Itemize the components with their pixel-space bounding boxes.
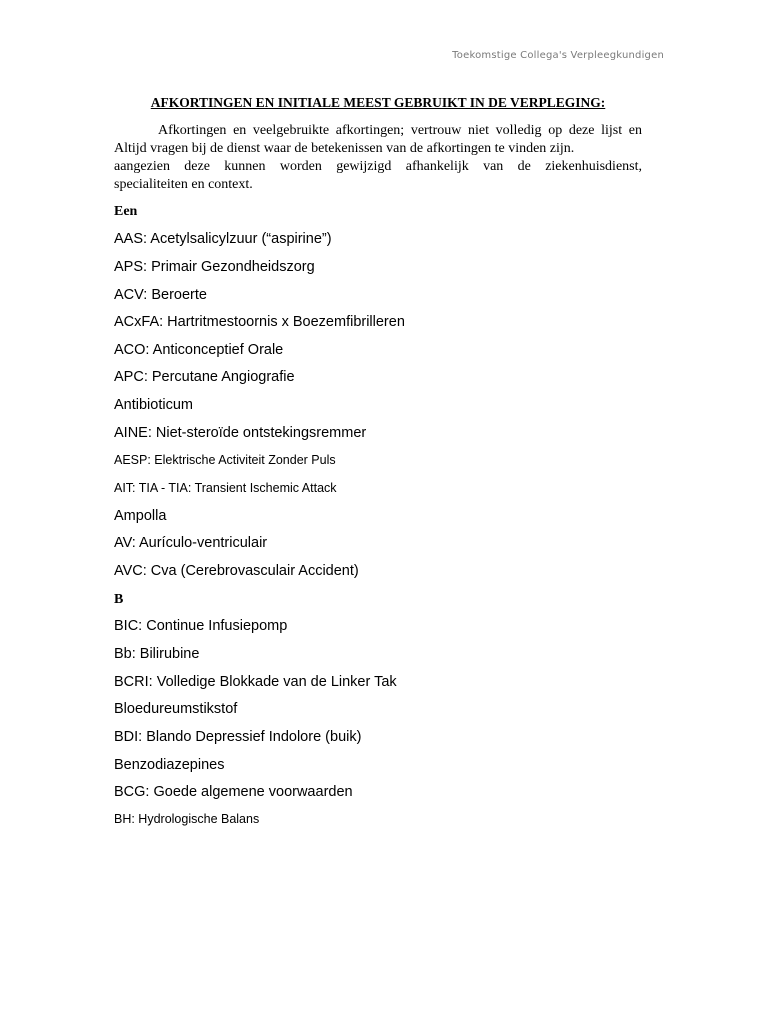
list-item: AINE: Niet-steroïde ontstekingsremmer	[114, 425, 367, 441]
list-item: Bloedureumstikstof	[114, 701, 238, 717]
list-item: BIC: Continue Infusiepomp	[114, 618, 288, 634]
list-item: BCG: Goede algemene voorwaarden	[114, 784, 353, 800]
list-item: BCRI: Volledige Blokkade van de Linker Tak	[114, 674, 397, 690]
page-header: Toekomstige Collega's Verpleegkundigen	[452, 50, 664, 61]
list-item: Antibioticum	[114, 397, 193, 413]
intro-line: Afkortingen en veelgebruikte afkortingen; vertrouw niet volledig op deze lijst en	[158, 123, 642, 138]
list-item: ACO: Anticonceptief Orale	[114, 342, 284, 358]
list-item: AIT: TIA - TIA: Transient Ischemic Attack	[114, 481, 337, 495]
list-item: Benzodiazepines	[114, 757, 225, 773]
list-item: AV: Aurículo-ventriculair	[114, 535, 268, 551]
intro-line: Altijd vragen bij de dienst waar de betekenissen van de afkortingen te vinden zijn.	[114, 141, 575, 156]
list-item: AESP: Elektrische Activiteit Zonder Puls	[114, 453, 336, 467]
section-heading-b: B	[114, 592, 124, 607]
list-item: AAS: Acetylsalicylzuur (“aspirine”)	[114, 231, 332, 247]
list-item: APC: Percutane Angiografie	[114, 369, 295, 385]
list-item: APS: Primair Gezondheidszorg	[114, 259, 315, 275]
section-heading-een: Een	[114, 204, 138, 219]
intro-line: specialiteiten en context.	[114, 177, 253, 192]
list-item: ACxFA: Hartritmestoornis x Boezemfibrilleren	[114, 314, 405, 330]
document-title: AFKORTINGEN EN INITIALE MEEST GEBRUIKT IN DE VERPLEGING:	[150, 95, 606, 110]
list-item: Bb: Bilirubine	[114, 646, 200, 662]
list-item: ACV: Beroerte	[114, 287, 207, 303]
intro-line: aangezien deze kunnen worden gewijzigd afhankelijk van de ziekenhuisdienst,	[114, 159, 642, 174]
list-item: Ampolla	[114, 508, 167, 524]
list-item: AVC: Cva (Cerebrovasculair Accident)	[114, 563, 359, 579]
list-item: BH: Hydrologische Balans	[114, 812, 260, 826]
list-item: BDI: Blando Depressief Indolore (buik)	[114, 729, 362, 745]
intro-paragraph	[114, 122, 642, 194]
